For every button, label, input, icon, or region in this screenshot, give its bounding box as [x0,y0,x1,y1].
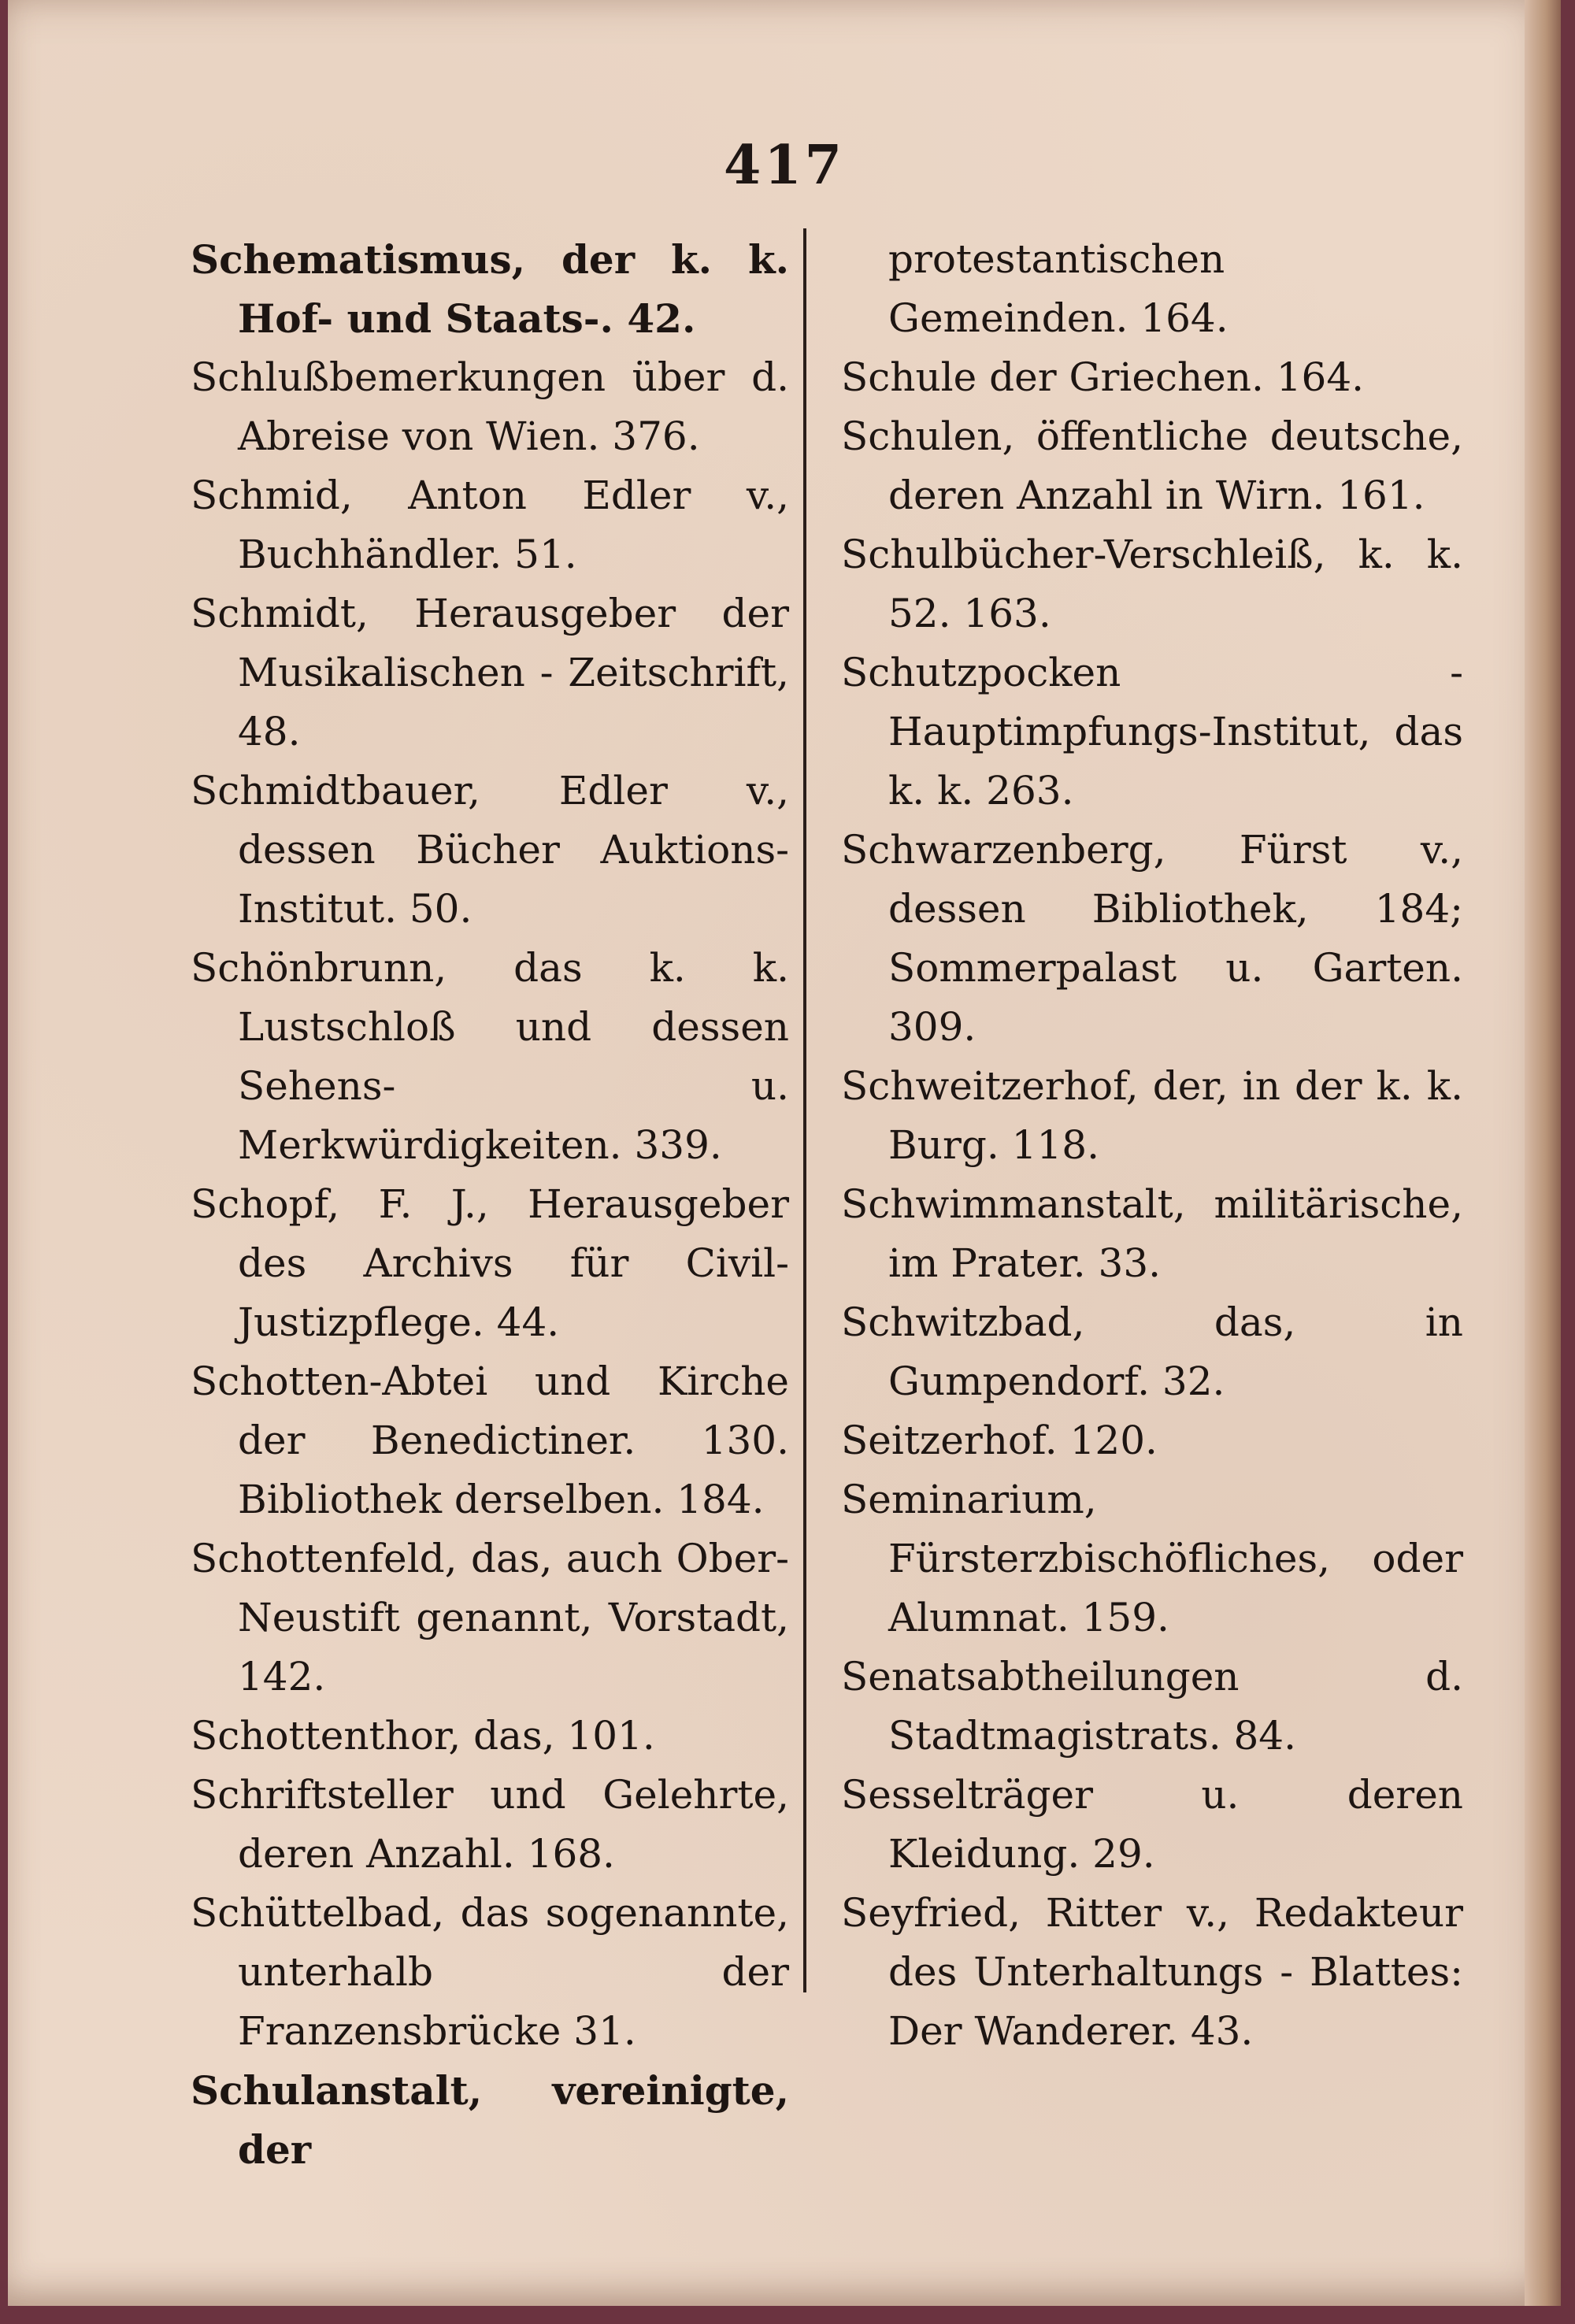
index-entry: Schematismus, der k. k. Hof- und Staats-. 42. [191,236,789,342]
page-edge [1525,0,1561,2306]
index-entry: Schmidt, Herausgeber der Musikalischen - Zeitschrift, 48. [191,591,789,754]
page-number: 417 [724,134,845,197]
index-entry: Schottenfeld, das, auch Ober-Neustift genannt, Vorstadt, 142. [191,1536,789,1699]
index-entry: Schüttelbad, das sogenannte, unterhalb der Franzensbrücke 31. [191,1890,789,2054]
index-entry: Seyfried, Ritter v., Redakteur des Unterhaltungs - Blattes: Der Wanderer. 43. [841,1890,1463,2054]
index-entry: Schutzpocken - Hauptimpfungs-Institut, das k. k. 263. [841,650,1463,814]
book-page [8,0,1561,2306]
index-entry: Schwimmanstalt, militärische, im Prater. 33. [841,1181,1463,1286]
index-entry: Schmid, Anton Edler v., Buchhändler. 51. [191,473,789,577]
index-entry: Schriftsteller und Gelehrte, deren Anzahl. 168. [191,1772,789,1877]
column-divider [803,228,806,1992]
index-entry: Seminarium, Fürsterzbischöfliches, oder Alumnat. 159. [841,1477,1463,1640]
index-entry: Schönbrunn, das k. k. Lustschloß und dessen Sehens- u. Merkwürdigkeiten. 339. [191,945,789,1168]
index-entry: Schlußbemerkungen über d. Abreise von Wien. 376. [191,354,789,459]
index-entry: Seitzerhof. 120. [841,1418,1158,1463]
index-entry: Schwarzenberg, Fürst v., dessen Bibliothek, 184; Sommerpalast u. Garten. 309. [841,827,1463,1050]
index-entry: Schweitzerhof, der, in der k. k. Burg. 118. [841,1063,1463,1168]
right-column [841,230,1463,2061]
index-entry: Schulbücher-Verschleiß, k. k. 52. 163. [841,532,1463,636]
index-entry: Sesselträger u. deren Kleidung. 29. [841,1772,1463,1877]
index-entry-continuation: protestantischen Gemeinden. 164. [888,236,1228,341]
index-entry: Schulanstalt, vereinigte, der [191,2067,789,2173]
index-entry: Schwitzbad, das, in Gumpendorf. 32. [841,1299,1463,1404]
index-entry: Schottenthor, das, 101. [191,1713,655,1759]
index-entry: Schulen, öffentliche deutsche, deren Anzahl in Wirn. 161. [841,413,1463,518]
index-entry: Schule der Griechen. 164. [841,354,1365,400]
index-entry: Schopf, F. J., Herausgeber des Archivs für Civil-Justizpflege. 44. [191,1181,789,1345]
index-entry: Schotten-Abtei und Kirche der Benedictiner. 130. Bibliothek derselben. 184. [191,1358,789,1522]
left-column [191,230,789,2179]
index-entry: Schmidtbauer, Edler v., dessen Bücher Auktions-Institut. 50. [191,768,789,932]
index-entry: Senatsabtheilungen d. Stadtmagistrats. 84. [841,1654,1463,1759]
